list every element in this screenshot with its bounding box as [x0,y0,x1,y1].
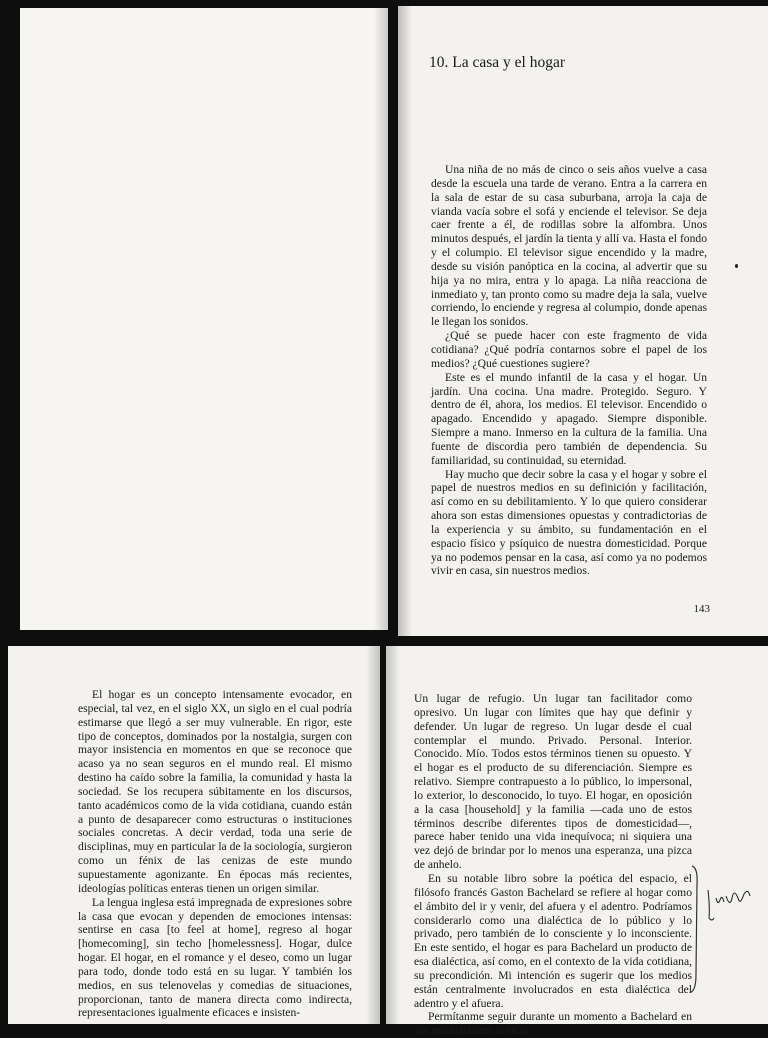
paragraph: Permítanme seguir durante un momento a Bachelard en sus meditaciones críticas: [414,1010,692,1038]
paragraph: Este es el mundo infantil de la casa y el hogar. Un jardín. Una cocina. Una madre. Protegido. Seguro. Y dentro de él, ahora, los medios. El televisor. Encendido o apagado. Encendido y apagado. Siempre disponible. Siempre a mano. Inmerso en la cultura de la familia. Una fuente de discordia pero también de dependencia. Su familiaridad, su continuidad, su eternidad. [431,370,707,467]
page-bottom-right [386,646,768,1038]
chapter-title: 10. La casa y el hogar [429,54,565,71]
gutter-shadow [398,6,412,636]
handwritten-bracket-mark [690,864,700,994]
handwritten-annotation-scribble [704,878,756,928]
paragraph: La lengua inglesa está impregnada de expresiones sobre la casa que evocan y dependen de emociones intensas: sentirse en casa [to feel at home], regreso al hogar [homecoming], sin techo [homelessness]. Hogar, dulce hogar. El hogar, en el romance y el deseo, como un lugar para todo, donde todo está en su lugar. Y también los medios, en sus telenovelas y comedias de situaciones, proporcionan, tanto de manera directa como indirecta, representaciones igualmente eficaces e insisten- [78,895,352,1020]
body-text [78,688,352,1020]
gutter-shadow [366,646,380,1024]
ink-dot-mark [735,264,738,268]
paragraph: En su notable libro sobre la poética del espacio, el filósofo francés Gaston Bachelard se refiere al hogar como el ámbito del ir y venir, del afuera y el adentro. Podríamos considerarlo como una dialéctica de lo público y lo privado, pero también de lo consciente y lo inconsciente. En este sentido, el hogar es para Bachelard un producto de esa dialéctica, así como, en el contexto de la vida cotidiana, su precondición. Mi intención es sugerir que los medios están centralmente involucrados en esta dialéctica del adentro y el afuera. [414,871,692,1010]
body-text [431,163,707,578]
page-bottom-left [8,646,380,1024]
page-top-right [398,6,768,636]
paragraph: Una niña de no más de cinco o seis años vuelve a casa desde la escuela una tarde de verano. Entra a la carrera en la sala de estar de su casa suburbana, arroja la caja de vianda vacía sobre el sofá y enciende el televisor. Se deja caer frente a él, de rodillas sobre la alfombra. Unos minutos después, el jardín la tienta y allí va. Hasta el fondo y el columpio. El televisor sigue encendido y la madre, desde su visión panóptica en la cocina, al advertir que su hija ya no mira, entra y lo apaga. La niña reacciona de inmediato y, tan pronto como su madre deja la sala, vuelve corriendo, lo enciende y regresa al columpio, donde apenas le llegan los sonidos. [431,163,707,329]
page-number: 143 [693,603,710,615]
paragraph: El hogar es un concepto intensamente evocador, en especial, tal vez, en el siglo XX, un siglo en el cual podría estimarse que llegó a ser muy vulnerable. En rigor, este tipo de conceptos, dominados por la nostalgia, surgen con mayor insistencia en momentos en que se reconoce que acaso ya no sean seguros en el mundo real. El mismo destino ha caído sobre la familia, la comunidad y hasta la sociedad. Se los recupera súbitamente en los discursos, tanto académicos como de la vida cotidiana, cuando están a punto de desaparecer como estructuras o instituciones sociales concretas. A decir verdad, toda una serie de disciplinas, muy en particular la de la sociología, surgieron como un fénix de las cenizas de este mundo supuestamente agonizante. En épocas más recientes, ideologías políticas enteras tienen un origen similar. [78,688,352,895]
gutter-shadow [374,8,388,630]
body-text [414,692,692,1038]
blank-page-top-left [20,8,388,630]
gutter-shadow [386,646,400,1024]
paragraph: ¿Qué se puede hacer con este fragmento de vida cotidiana? ¿Qué podría contarnos sobre el papel de los medios? ¿Qué cuestiones sugiere? [431,329,707,370]
paragraph: Hay mucho que decir sobre la casa y el hogar y sobre el papel de nuestros medios en su definición y facilitación, así como en su debilitamiento. Y lo que quiero considerar ahora son estas dimensiones opuestas y contradictorias de la experiencia y su ámbito, su fundamentación en el espacio físico y psíquico de nuestra domesticidad. Porque ya no podemos pensar en la casa, así como ya no podemos vivir en casa, sin nuestros medios. [431,467,707,578]
paragraph: Un lugar de refugio. Un lugar tan facilitador como opresivo. Un lugar con límites que hay que definir y defender. Un lugar de regreso. Un lugar desde el cual contemplar el mundo. Privado. Personal. Interior. Conocido. Mío. Todos estos términos tienen su opuesto. Y el hogar es el producto de su diferenciación. Siempre es relativo. Siempre contrapuesto a lo público, lo impersonal, lo exterior, lo desconocido, lo tuyo. El hogar, en oposición a la casa [household] y la familia —cada uno de estos términos describe diferentes tipos de domesticidad—, parece haber tenido una vida inequívoca; ni siquiera una vez dejó de brindar por lo menos una esperanza, una pizca de anhelo. [414,692,692,872]
